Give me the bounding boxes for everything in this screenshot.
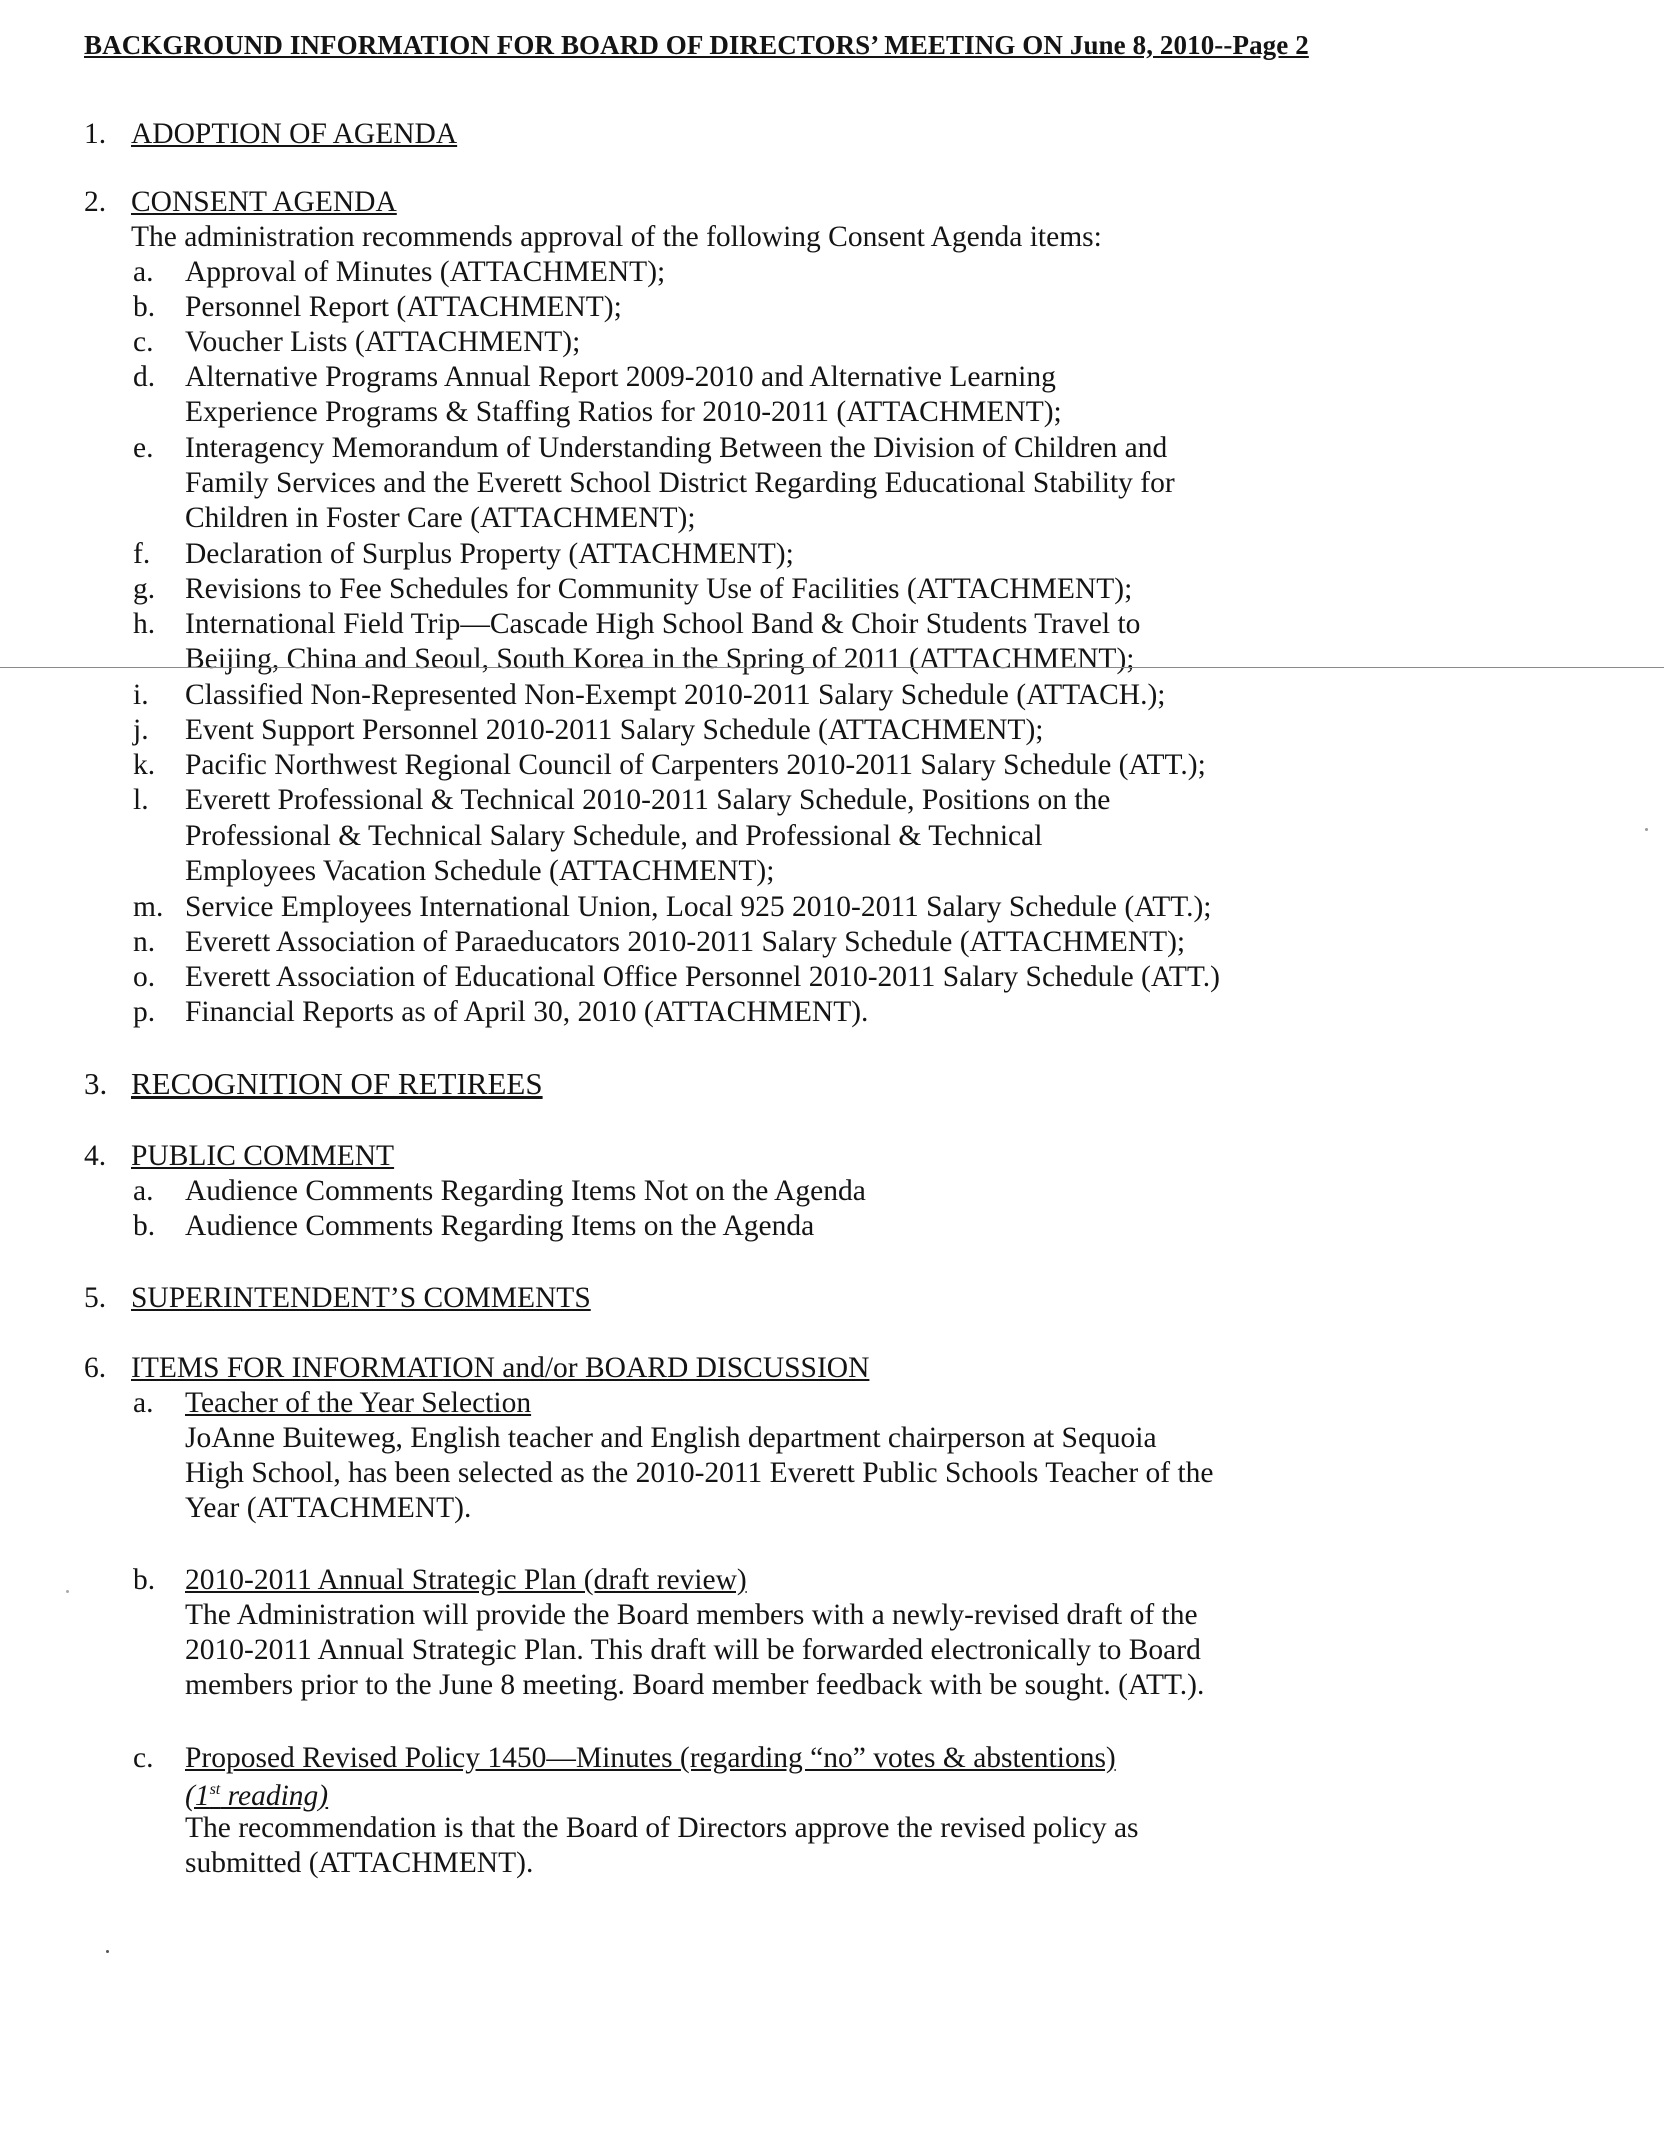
item-letter: j.	[133, 714, 149, 746]
item-letter: k.	[133, 749, 156, 781]
section-number: 4.	[84, 1140, 107, 1172]
item-letter: h.	[133, 608, 156, 640]
consent-item: Everett Association of Paraeducators 2010-2011 Salary Schedule (ATTACHMENT);	[185, 926, 1186, 958]
consent-item-cont: Beijing, China and Seoul, South Korea in the Spring of 2011 (ATTACHMENT);	[185, 643, 1135, 675]
item-letter: n.	[133, 926, 156, 958]
consent-item: Personnel Report (ATTACHMENT);	[185, 291, 622, 323]
section-heading-retirees: RECOGNITION OF RETIREES	[131, 1066, 543, 1101]
item-letter: b.	[133, 1210, 156, 1242]
consent-item: Pacific Northwest Regional Council of Carpenters 2010-2011 Salary Schedule (ATT.);	[185, 749, 1206, 781]
scan-rule-line	[0, 667, 1664, 668]
section-number: 3.	[84, 1066, 108, 1101]
consent-item: Revisions to Fee Schedules for Community Use of Facilities (ATTACHMENT);	[185, 573, 1133, 605]
info-item-text: 2010-2011 Annual Strategic Plan. This draft will be forwarded electronically to Board	[185, 1634, 1201, 1666]
section-number: 1.	[84, 118, 107, 150]
item-letter: i.	[133, 679, 149, 711]
section-number: 6.	[84, 1352, 107, 1384]
consent-item: Everett Association of Educational Office Personnel 2010-2011 Salary Schedule (ATT.)	[185, 961, 1220, 993]
consent-item: Interagency Memorandum of Understanding Between the Division of Children and	[185, 432, 1168, 464]
item-letter: o.	[133, 961, 156, 993]
info-item-text: members prior to the June 8 meeting. Board member feedback with be sought. (ATT.).	[185, 1669, 1205, 1701]
page-title: BACKGROUND INFORMATION FOR BOARD OF DIRECTORS’ MEETING ON June 8, 2010--Page 2	[84, 30, 1309, 60]
consent-item: Classified Non-Represented Non-Exempt 2010-2011 Salary Schedule (ATTACH.);	[185, 679, 1166, 711]
item-letter: m.	[133, 891, 164, 923]
info-item-title: 2010-2011 Annual Strategic Plan (draft review)	[185, 1564, 747, 1596]
consent-item: Everett Professional & Technical 2010-2011 Salary Schedule, Positions on the	[185, 784, 1111, 816]
scan-speck	[1645, 828, 1648, 831]
consent-item-cont: Family Services and the Everett School District Regarding Educational Stability for	[185, 467, 1175, 499]
consent-item: Service Employees International Union, Local 925 2010-2011 Salary Schedule (ATT.);	[185, 891, 1212, 923]
section-heading-adoption: ADOPTION OF AGENDA	[131, 118, 458, 150]
reading-subtitle: (1st reading)	[185, 1779, 329, 1812]
consent-item-cont: Employees Vacation Schedule (ATTACHMENT);	[185, 855, 775, 887]
item-letter: c.	[133, 326, 154, 358]
item-letter: d.	[133, 361, 156, 393]
info-item-text: The Administration will provide the Board members with a newly-revised draft of the	[185, 1599, 1198, 1631]
scan-speck	[66, 1590, 69, 1593]
public-comment-item: Audience Comments Regarding Items on the Agenda	[185, 1210, 815, 1242]
info-item-text: JoAnne Buiteweg, English teacher and English department chairperson at Sequoia	[185, 1422, 1157, 1454]
item-letter: l.	[133, 784, 149, 816]
item-letter: g.	[133, 573, 156, 605]
item-letter: f.	[133, 538, 151, 570]
item-letter: e.	[133, 432, 154, 464]
info-item-text: High School, has been selected as the 2010-2011 Everett Public Schools Teacher of the	[185, 1457, 1214, 1489]
item-letter: b.	[133, 291, 156, 323]
info-item-title: Teacher of the Year Selection	[185, 1387, 532, 1419]
section-heading-superintendent: SUPERINTENDENT’S COMMENTS	[131, 1282, 591, 1314]
section-heading-public-comment: PUBLIC COMMENT	[131, 1140, 395, 1172]
consent-intro: The administration recommends approval of the following Consent Agenda items:	[131, 221, 1102, 253]
item-letter: c.	[133, 1742, 154, 1774]
consent-item: International Field Trip—Cascade High School Band & Choir Students Travel to	[185, 608, 1141, 640]
consent-item: Financial Reports as of April 30, 2010 (ATTACHMENT).	[185, 996, 869, 1028]
consent-item: Alternative Programs Annual Report 2009-2010 and Alternative Learning	[185, 361, 1056, 393]
item-letter: p.	[133, 996, 156, 1028]
info-item-text: submitted (ATTACHMENT).	[185, 1847, 534, 1879]
section-number: 5.	[84, 1282, 107, 1314]
item-letter: a.	[133, 1175, 154, 1207]
info-item-text: The recommendation is that the Board of Directors approve the revised policy as	[185, 1812, 1139, 1844]
item-letter: a.	[133, 256, 154, 288]
info-item-title: Proposed Revised Policy 1450—Minutes (regarding “no” votes & abstentions)	[185, 1742, 1116, 1774]
consent-item: Voucher Lists (ATTACHMENT);	[185, 326, 581, 358]
consent-item: Event Support Personnel 2010-2011 Salary Schedule (ATTACHMENT);	[185, 714, 1044, 746]
public-comment-item: Audience Comments Regarding Items Not on the Agenda	[185, 1175, 866, 1207]
section-heading-items-for-information: ITEMS FOR INFORMATION and/or BOARD DISCUSSION	[131, 1352, 870, 1384]
section-heading-consent: CONSENT AGENDA	[131, 186, 397, 218]
consent-item-cont: Professional & Technical Salary Schedule, and Professional & Technical	[185, 820, 1043, 852]
consent-item-cont: Experience Programs & Staffing Ratios for 2010-2011 (ATTACHMENT);	[185, 396, 1062, 428]
consent-item: Declaration of Surplus Property (ATTACHMENT);	[185, 538, 794, 570]
scan-speck	[106, 1950, 109, 1953]
item-letter: a.	[133, 1387, 154, 1419]
consent-item-cont: Children in Foster Care (ATTACHMENT);	[185, 502, 696, 534]
section-number: 2.	[84, 186, 107, 218]
item-letter: b.	[133, 1564, 156, 1596]
consent-item: Approval of Minutes (ATTACHMENT);	[185, 256, 666, 288]
info-item-text: Year (ATTACHMENT).	[185, 1492, 472, 1524]
